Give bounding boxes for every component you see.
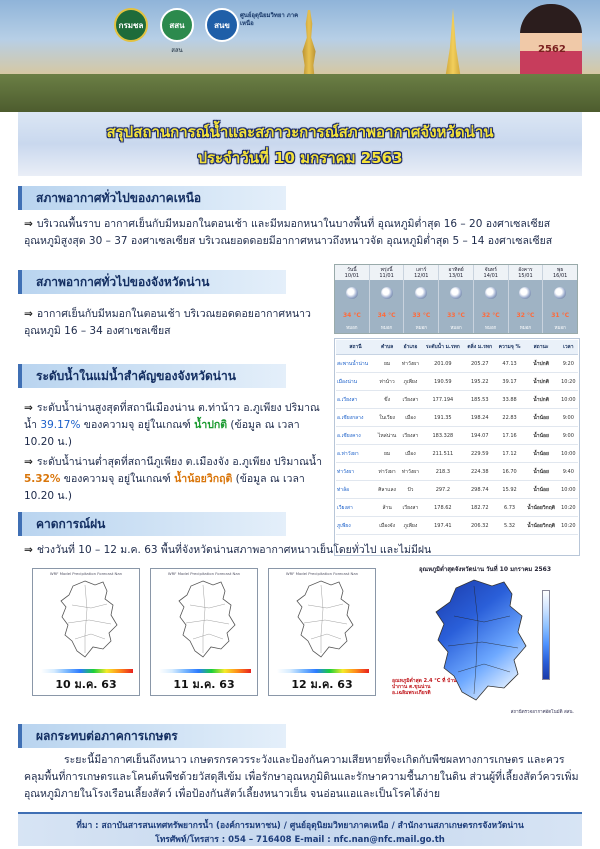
table-cell: 10:00: [559, 391, 578, 409]
table-cell: 39.17: [495, 373, 523, 391]
table-row: [336, 373, 578, 391]
forecast-day-name: อังคาร 15/01: [518, 267, 533, 279]
nan-outline-shape: [283, 579, 363, 659]
table-cell: ท่าวังผา: [399, 463, 421, 481]
temp-map-title: อุณหภูมิต่ำสุดจังหวัดน่าน วันที่ 10 มกราคม 2563: [418, 566, 552, 573]
table-cell: น้ำปกติ: [524, 355, 559, 373]
low-status: น้ำน้อยวิกฤติ: [174, 473, 233, 485]
year-badge: 2562: [538, 44, 566, 55]
table-cell: 229.59: [464, 445, 495, 463]
table-cell: อ.ท่าวังผา: [336, 445, 375, 463]
table-cell: ท่าล้อ: [336, 481, 375, 499]
forecast-day: [335, 265, 370, 333]
table-cell: 15.92: [495, 481, 523, 499]
tmd-logo-text: ศูนย์อุตุนิยมวิทยา ภาคเหนือ: [240, 12, 299, 27]
high-status: น้ำปกติ: [194, 419, 228, 431]
north-weather-text: ⇒ บริเวณพื้นราบ อากาศเย็นกับมีหมอกในตอนเช้า และมีหมอกหนาในบางพื้นที่ อุณหภูมิต่ำสุด 16 – 20 องศาเซลเซียส อุณหภูมิสูงสุด 30 – 37 องศาเซลเซียส บริเวณยอดดอยมีอากาศหนาวถึงหนาวจัด อุณหภูมิต่ำสุด 5 – 14 องศาเซลเซียส: [24, 218, 553, 247]
rid-logo: กรมชล: [114, 8, 148, 42]
footer-contact-line: โทรศัพท์/โทรสาร : 054 – 716408 E-mail : nfc.nan@nfc.mail.go.th: [155, 835, 445, 845]
table-cell: 177.194: [422, 391, 464, 409]
table-row: [336, 391, 578, 409]
forecast-condition: หมอก: [415, 326, 427, 331]
table-cell: 297.2: [422, 481, 464, 499]
table-cell: เวียงสา: [336, 499, 375, 517]
fog-icon: [485, 287, 497, 299]
rain-map-title: WRF Model Precipitation Forecast Nan: [49, 571, 123, 576]
table-cell: 201.09: [422, 355, 464, 373]
table-cell: 194.07: [464, 427, 495, 445]
table-cell: สะพานน้ำน่าน: [336, 355, 375, 373]
table-cell: 10:00: [559, 481, 578, 499]
table-cell: 198.24: [464, 409, 495, 427]
table-row: [336, 517, 578, 535]
fog-icon: [519, 287, 531, 299]
rain-color-scale: [41, 669, 133, 673]
table-cell: ศิลาแลง: [375, 481, 399, 499]
table-cell: 298.74: [464, 481, 495, 499]
table-cell: ส้าน: [375, 499, 399, 517]
table-row: [336, 355, 578, 373]
forecast-day-name: จันทร์ 14/01: [483, 267, 498, 279]
river-level-heading: ระดับน้ำในแม่น้ำสำคัญของจังหวัดน่าน: [18, 364, 286, 388]
forecast-temp: 34 °C: [342, 312, 361, 319]
lowest-temp-note: อุณหภูมิต่ำสุด 2.4 °C ที่ บ้านป่ากาน ต.ขุนน่าน อ.เฉลิมพระเกียรติ: [392, 678, 457, 696]
forecast-temp: 33 °C: [447, 312, 465, 319]
table-cell: ยม: [375, 355, 399, 373]
fog-icon: [346, 287, 358, 299]
agri-impact-heading: ผลกระทบต่อภาคการเกษตร: [18, 724, 286, 748]
rain-map-title: WRF Model Precipitation Forecast Nan: [167, 571, 241, 576]
nan-outline-shape: [165, 579, 245, 659]
table-cell: ไหล่น่าน: [375, 427, 399, 445]
table-cell: ภูเพียง: [336, 517, 375, 535]
table-cell: ยม: [375, 445, 399, 463]
table-cell: เมืองจัง: [375, 517, 399, 535]
table-cell: 5.32: [495, 517, 523, 535]
table-cell: 10:20: [559, 499, 578, 517]
forecast-condition: หมอก: [450, 326, 462, 331]
arrow-icon: ⇒: [24, 218, 33, 230]
rain-map-date: 11 ม.ค. 63: [173, 678, 235, 691]
table-cell: ท่าน้าว: [375, 373, 399, 391]
agri-impact-text: ระยะนี้มีอากาศเย็นถึงหนาว เกษตรกรควรระวังและป้องกันความเสียหายที่จะเกิดกับพืชผลทางการเกษตร และควรคลุมพื้นที่การเกษตรและโคนต้นพืชด้วยวัสดุสีเข้ม เพื่อรักษาอุณหภูมิดินและรักษาความชื้นภายในดิน ส่วนผู้ที่เลี้ยงสัตว์ควรเพิ่มอุณหภูมิภายในโรงเรือนเลี้ยงสัตว์ เพื่อป้องกันสัตว์เลี้ยงหนาวเย็น จนอ่อนแอและเป็นโรคได้ง่าย: [24, 754, 579, 800]
table-cell: อ.เวียงสา: [336, 391, 375, 409]
nan-outline-shape: [47, 579, 127, 659]
table-cell: น้ำน้อย: [524, 427, 559, 445]
table-header: ความจุ %: [495, 340, 523, 355]
table-cell: 190.59: [422, 373, 464, 391]
weekly-forecast-strip: [334, 264, 578, 334]
forecast-day-name: พรุ่งนี้ 11/01: [379, 267, 394, 279]
table-cell: อ.เชียงคาง: [336, 427, 375, 445]
table-header: เวลา: [559, 340, 578, 355]
arrow-icon: ⇒: [24, 544, 33, 556]
forecast-condition: หมอก: [519, 326, 532, 331]
table-cell: 206.32: [464, 517, 495, 535]
forecast-day: [509, 265, 544, 333]
table-row: [336, 409, 578, 427]
forecast-day-name: วันนี้ 10/01: [344, 267, 360, 279]
table-cell: 33.88: [495, 391, 523, 409]
table-row: [336, 463, 578, 481]
forecast-temp: 32 °C: [481, 312, 500, 319]
table-header: อำเภอ: [399, 340, 421, 355]
table-cell: 10:20: [559, 373, 578, 391]
table-header: สถานี: [336, 340, 375, 355]
table-cell: 197.41: [422, 517, 464, 535]
table-header: สถานะ: [524, 340, 559, 355]
table-cell: 205.27: [464, 355, 495, 373]
nan-weather-heading: สภาพอากาศทั่วไปของจังหวัดน่าน: [18, 270, 286, 294]
header-banner: [0, 0, 600, 112]
table-cell: น้ำน้อย: [524, 409, 559, 427]
rain-forecast-heading: คาดการณ์ฝน: [18, 512, 286, 536]
table-cell: 178.62: [422, 499, 464, 517]
table-cell: น้ำน้อยวิกฤติ: [524, 499, 559, 517]
table-header: ตำบล: [375, 340, 399, 355]
arrow-icon: ⇒: [24, 456, 33, 468]
table-cell: 6.73: [495, 499, 523, 517]
table-header: ระดับน้ำ ม.รทก: [422, 340, 464, 355]
rain-forecast-map: [150, 568, 258, 696]
table-cell: 9:00: [559, 427, 578, 445]
table-cell: 16.70: [495, 463, 523, 481]
table-row: [336, 445, 578, 463]
table-row: [336, 427, 578, 445]
table-cell: 195.22: [464, 373, 495, 391]
table-cell: ท่าวังผา: [375, 463, 399, 481]
table-cell: ภูเพียง: [399, 517, 421, 535]
table-cell: 224.38: [464, 463, 495, 481]
table-cell: น้ำน้อย: [524, 445, 559, 463]
rain-color-scale: [159, 669, 251, 673]
fog-icon: [554, 287, 566, 299]
arrow-icon: ⇒: [24, 402, 33, 414]
forecast-temp: 34 °C: [377, 312, 396, 319]
table-cell: เวียงสา: [399, 427, 421, 445]
tmd-logo: สนข: [205, 8, 239, 42]
rain-forecast-map: [32, 568, 140, 696]
table-cell: น้ำน้อย: [524, 481, 559, 499]
table-cell: 183.328: [422, 427, 464, 445]
min-temperature-map: [392, 560, 578, 730]
low-capacity-percent: 5.32%: [24, 473, 61, 485]
table-cell: 47.13: [495, 355, 523, 373]
forecast-temp: 33 °C: [412, 312, 431, 319]
report-title: สรุปสถานการณ์น้ำและสภาวะการณ์สภาพอากาศจังหวัดน่าน: [106, 123, 494, 141]
table-cell: 9:20: [559, 355, 578, 373]
table-row: [336, 499, 578, 517]
table-cell: เวียงสา: [399, 391, 421, 409]
title-bar: [18, 112, 582, 176]
rain-map-date: 12 ม.ค. 63: [291, 678, 353, 691]
forecast-temp: 32 °C: [516, 312, 535, 319]
temp-map-source: สถานีตรวจอากาศอัตโนมัติ สสน.: [510, 710, 574, 715]
table-row: [336, 481, 578, 499]
forecast-day-name: อาทิตย์ 13/01: [448, 267, 464, 279]
table-header: ตลิ่ง ม.รทก: [464, 340, 495, 355]
forecast-condition: หมอก: [485, 326, 497, 331]
table-cell: เมืองน่าน: [336, 373, 375, 391]
nan-weather-text: ⇒ อากาศเย็นกับมีหมอกในตอนเช้า บริเวณยอดดอยอากาศหนาว อุณหภูมิ 16 – 34 องศาเซลเซียส: [24, 308, 311, 337]
rain-forecast-text: ⇒ ช่วงวันที่ 10 – 12 ม.ค. 63 พื้นที่จังหวัดน่านสภาพอากาศหนาวเย็นโดยทั่วไป และไม่มีฝน: [24, 544, 432, 556]
haii-logo-caption: สสน: [171, 47, 183, 54]
table-cell: ในเวียง: [375, 409, 399, 427]
rain-color-scale: [277, 669, 369, 673]
table-cell: 17.12: [495, 445, 523, 463]
river-level-item-high: ⇒ ระดับน้ำน่านสูงสุดที่สถานีเมืองน่าน ต.ท่าน้าว อ.ภูเพียง ปริมาณน้ำ 39.17% ของความจุ อยู่ในเกณฑ์ น้ำปกติ (ข้อมูล ณ เวลา 10.20 น.): [24, 402, 320, 448]
forecast-day: [439, 265, 474, 333]
river-level-item-low: ⇒ ระดับน้ำน่านต่ำสุดที่สถานีภูเพียง ต.เมืองจัง อ.ภูเพียง ปริมาณน้ำ 5.32% ของความจุ อยู่ในเกณฑ์ น้ำน้อยวิกฤติ (ข้อมูล ณ เวลา 10.20 น.): [24, 456, 322, 502]
table-cell: 9:00: [559, 409, 578, 427]
forecast-condition: หมอก: [380, 326, 393, 331]
table-cell: อ.เชียงกลาง: [336, 409, 375, 427]
table-cell: ขึ่ง: [375, 391, 399, 409]
haii-logo: สสน: [160, 8, 194, 42]
forecast-day: [474, 265, 509, 333]
table-cell: 191.35: [422, 409, 464, 427]
table-cell: 10:00: [559, 445, 578, 463]
arrow-icon: ⇒: [24, 308, 33, 320]
footer-source: [18, 812, 582, 846]
footer-source-line: ที่มา : สถาบันสารสนเทศทรัพยากรน้ำ (องค์การมหาชน) / ศูนย์อุตุนิยมวิทยาภาคเหนือ / สำนักงานสภาเกษตรกรจังหวัดน่าน: [76, 821, 524, 831]
table-cell: ท่าวังผา: [399, 355, 421, 373]
table-cell: 9:40: [559, 463, 578, 481]
table-cell: น้ำปกติ: [524, 391, 559, 409]
forecast-temp: 31 °C: [551, 312, 570, 319]
high-capacity-percent: 39.17%: [40, 419, 81, 431]
table-cell: น้ำน้อยวิกฤติ: [524, 517, 559, 535]
water-level-table: [336, 340, 578, 535]
rain-forecast-map: [268, 568, 376, 696]
forecast-day: [404, 265, 439, 333]
fog-icon: [450, 287, 462, 299]
forecast-condition: หมอก: [346, 326, 358, 331]
forecast-day: [370, 265, 405, 333]
table-cell: 182.72: [464, 499, 495, 517]
table-cell: ปัว: [399, 481, 421, 499]
table-cell: 218.3: [422, 463, 464, 481]
table-cell: 22.83: [495, 409, 523, 427]
temp-color-legend: [542, 590, 550, 680]
forecast-day-name: เสาร์ 12/01: [414, 267, 429, 279]
table-cell: น้ำปกติ: [524, 373, 559, 391]
table-cell: 10:20: [559, 517, 578, 535]
table-cell: 211.511: [422, 445, 464, 463]
fog-icon: [381, 287, 393, 299]
north-weather-heading: สภาพอากาศทั่วไปของภาคเหนือ: [18, 186, 286, 210]
table-cell: เวียงสา: [399, 499, 421, 517]
forecast-day-name: พุธ 16/01: [552, 267, 568, 279]
hill-decoration: [0, 74, 600, 112]
rain-map-title: WRF Model Precipitation Forecast Nan: [285, 571, 359, 576]
table-cell: 17.16: [495, 427, 523, 445]
table-cell: 185.53: [464, 391, 495, 409]
table-cell: เมือง: [399, 409, 421, 427]
forecast-day: [543, 265, 577, 333]
table-cell: ท่าวังผา: [336, 463, 375, 481]
report-date: ประจำวันที่ 10 มกราคม 2563: [197, 149, 403, 167]
table-cell: เมือง: [399, 445, 421, 463]
forecast-condition: หมอก: [554, 326, 566, 331]
rain-map-date: 10 ม.ค. 63: [55, 678, 117, 691]
table-cell: ภูเพียง: [399, 373, 421, 391]
table-cell: น้ำน้อย: [524, 463, 559, 481]
fog-icon: [415, 287, 427, 299]
